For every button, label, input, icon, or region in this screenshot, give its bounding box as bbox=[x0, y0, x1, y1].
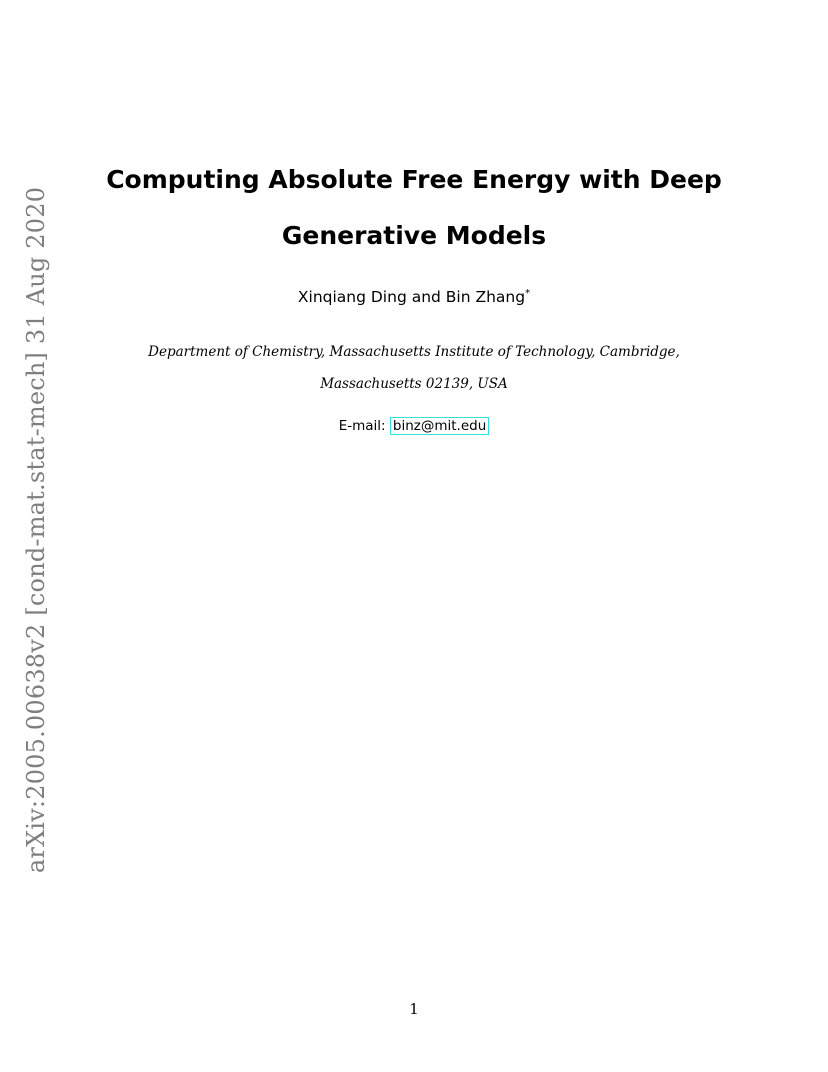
email-label: E-mail: bbox=[338, 418, 386, 434]
email-link[interactable]: binz@mit.edu bbox=[390, 417, 489, 435]
affiliation-line-2: Massachusetts 02139, USA bbox=[320, 376, 508, 392]
corresponding-author-mark: * bbox=[525, 288, 531, 299]
paper-title bbox=[0, 152, 828, 264]
title-line-1: Computing Absolute Free Energy with Deep bbox=[106, 165, 722, 194]
affiliation bbox=[0, 336, 828, 400]
author-names: Xinqiang Ding and Bin Zhang bbox=[297, 288, 526, 306]
arxiv-identifier: arXiv:2005.00638v2 [cond-mat.stat-mech] 31 Aug 2020 bbox=[22, 186, 50, 874]
contact-email bbox=[0, 416, 828, 436]
author-list bbox=[0, 286, 828, 308]
title-line-2: Generative Models bbox=[281, 221, 547, 250]
affiliation-line-1: Department of Chemistry, Massachusetts Institute of Technology, Cambridge, bbox=[148, 344, 680, 360]
page-number: 1 bbox=[409, 1000, 419, 1018]
